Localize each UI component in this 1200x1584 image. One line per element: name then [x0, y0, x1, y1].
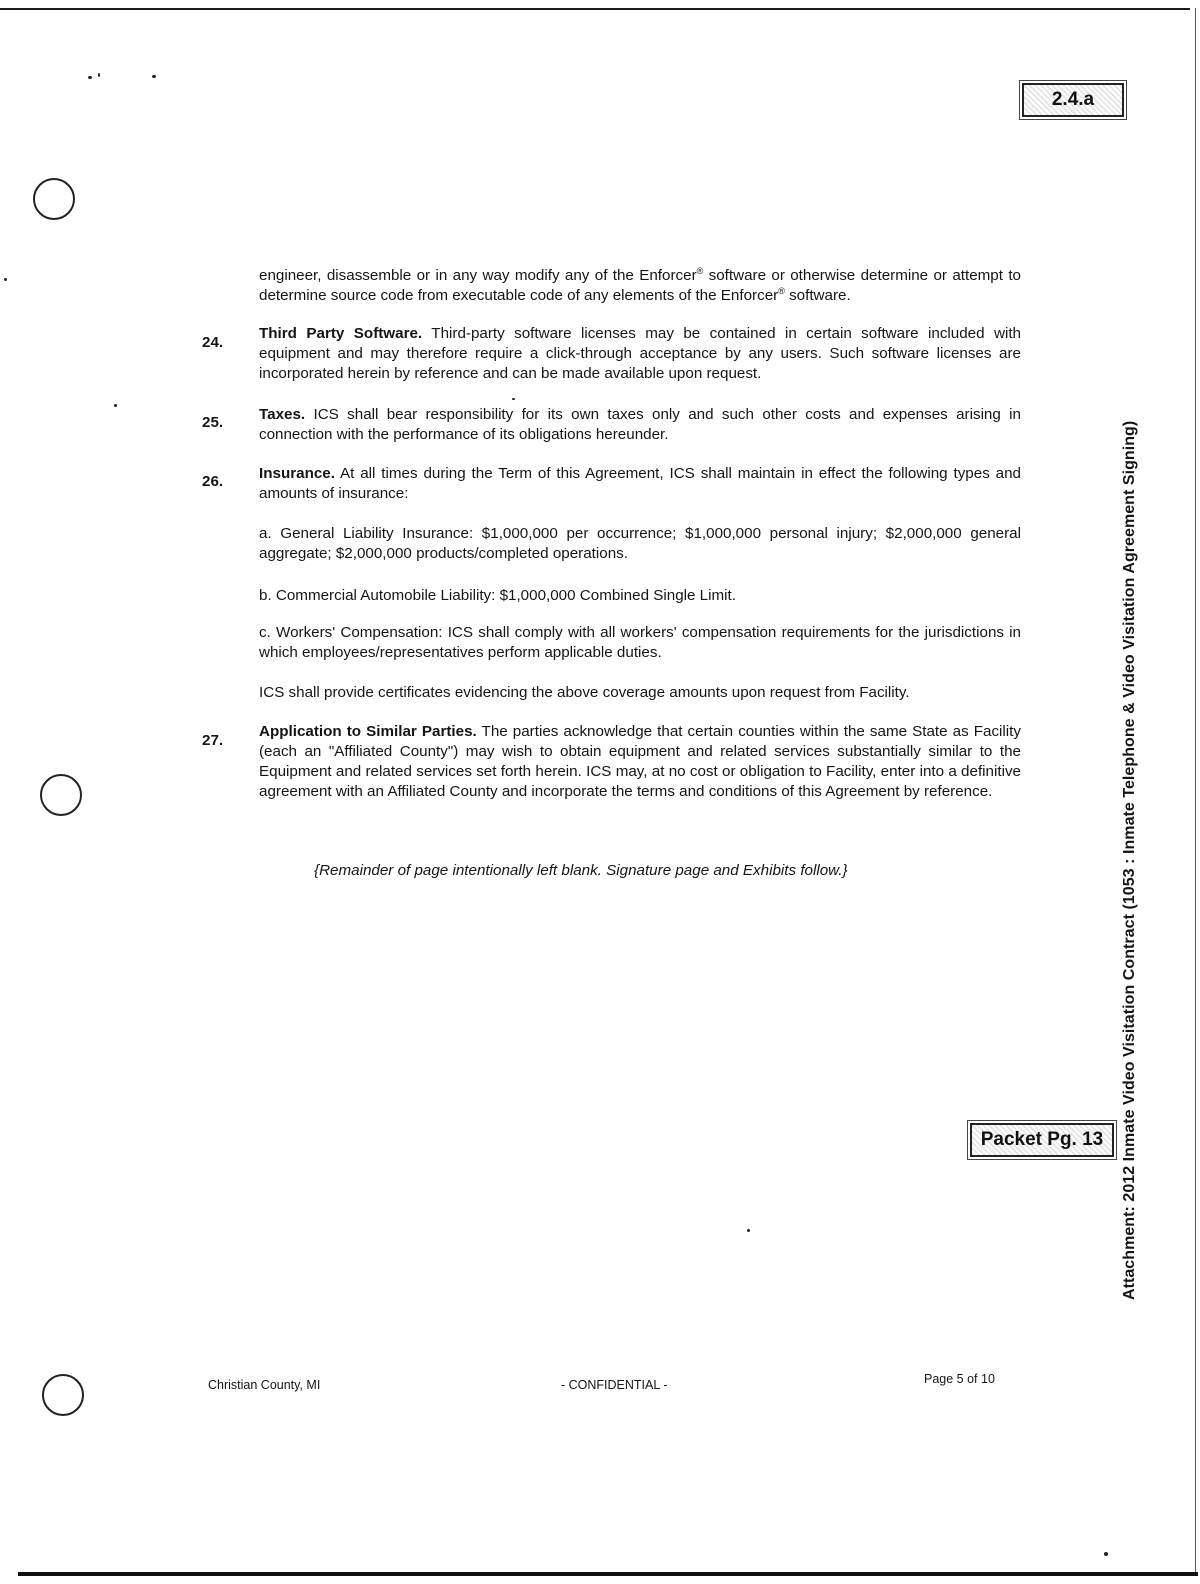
footer-confidential: - CONFIDENTIAL -: [561, 1378, 668, 1392]
section-body: At all times during the Term of this Agreement, ICS shall maintain in effect the following types and amounts of insurance:: [259, 465, 1021, 502]
section-heading: Insurance.: [259, 465, 335, 482]
continuation-text-c: software.: [784, 287, 851, 304]
registered-mark: ®: [778, 286, 785, 296]
scan-speck: [512, 398, 515, 400]
insurance-item-auto-liability: b. Commercial Automobile Liability: $1,000,000 Combined Single Limit.: [259, 587, 736, 604]
packet-page-stamp: Packet Pg. 13: [970, 1123, 1114, 1157]
section-26-text: [259, 464, 1021, 504]
section-25-text: [259, 405, 1021, 445]
insurance-item-workers-comp: c. Workers' Compensation: ICS shall comply with all workers' compensation requirements for the jurisdictions in which employees/representatives perform applicable duties.: [259, 624, 1021, 661]
punch-hole-middle: [40, 774, 82, 816]
punch-hole-bottom: [42, 1374, 84, 1416]
footer-page-number: Page 5 of 10: [924, 1372, 995, 1386]
scan-speck: [1104, 1552, 1108, 1556]
section-number: 27.: [202, 732, 224, 749]
section-number: 24.: [202, 334, 224, 351]
continuation-text-b: software or otherwise determine or attempt to determine source code from executable code of any elements of the Enforcer: [259, 267, 1021, 304]
section-body: ICS shall bear responsibility for its own taxes only and such other costs and expenses arising in connection with the performance of its obligations hereunder.: [259, 406, 1021, 443]
scan-speck: [152, 75, 156, 78]
section-23-continuation: [259, 266, 1021, 306]
footer-county: Christian County, MI: [208, 1378, 321, 1392]
scan-speck: [4, 278, 7, 281]
section-number: 25.: [202, 414, 224, 431]
continuation-text-a: engineer, disassemble or in any way modify any of the Enforcer: [259, 267, 697, 284]
section-heading: Application to Similar Parties.: [259, 723, 477, 740]
section-number: 26.: [202, 473, 224, 490]
scan-edge-top: [0, 8, 1190, 10]
registered-mark: ®: [696, 266, 704, 276]
scan-speck: [747, 1229, 750, 1232]
section-heading: Third Party Software.: [259, 325, 423, 342]
scan-speck: [114, 404, 117, 407]
insurance-item-general-liability: a. General Liability Insurance: $1,000,000 per occurrence; $1,000,000 personal injury; $2,000,000 general aggregate; $2,000,000 products/completed operations.: [259, 525, 1021, 562]
scan-edge-bottom: [18, 1572, 1198, 1576]
scan-speck: [98, 73, 100, 77]
section-body: The parties acknowledge that certain counties within the same State as Facility (each an "Affiliated County") may wish to obtain equipment and related services substantially similar to the Equipment and related services set forth herein. ICS may, at no cost or obligation to Facility, enter into a definitive agreement with an Affiliated County and incorporate the terms and conditions of this Agreement by reference.: [259, 723, 1021, 800]
section-27-text: [259, 722, 1021, 802]
punch-hole-top: [33, 178, 75, 220]
section-heading: Taxes.: [259, 406, 306, 423]
scan-edge-right: [1195, 8, 1196, 1573]
remainder-note: {Remainder of page intentionally left blank. Signature page and Exhibits follow.}: [314, 862, 848, 879]
scan-speck: [88, 76, 92, 79]
section-24-text: [259, 324, 1021, 384]
insurance-certificates-note: ICS shall provide certificates evidencing the above coverage amounts upon request from Facility.: [259, 684, 910, 701]
section-body: Third-party software licenses may be contained in certain software included with equipment and may therefore require a click-through acceptance by any users. Such software licenses are incorporated herein by reference and can be made available upon request.: [259, 325, 1021, 382]
attachment-side-label: Attachment: 2012 Inmate Video Visitation Contract (1053 : Inmate Telephone & Video Visitation Agreement Signing): [1121, 420, 1138, 1300]
agenda-item-stamp: 2.4.a: [1022, 83, 1124, 117]
